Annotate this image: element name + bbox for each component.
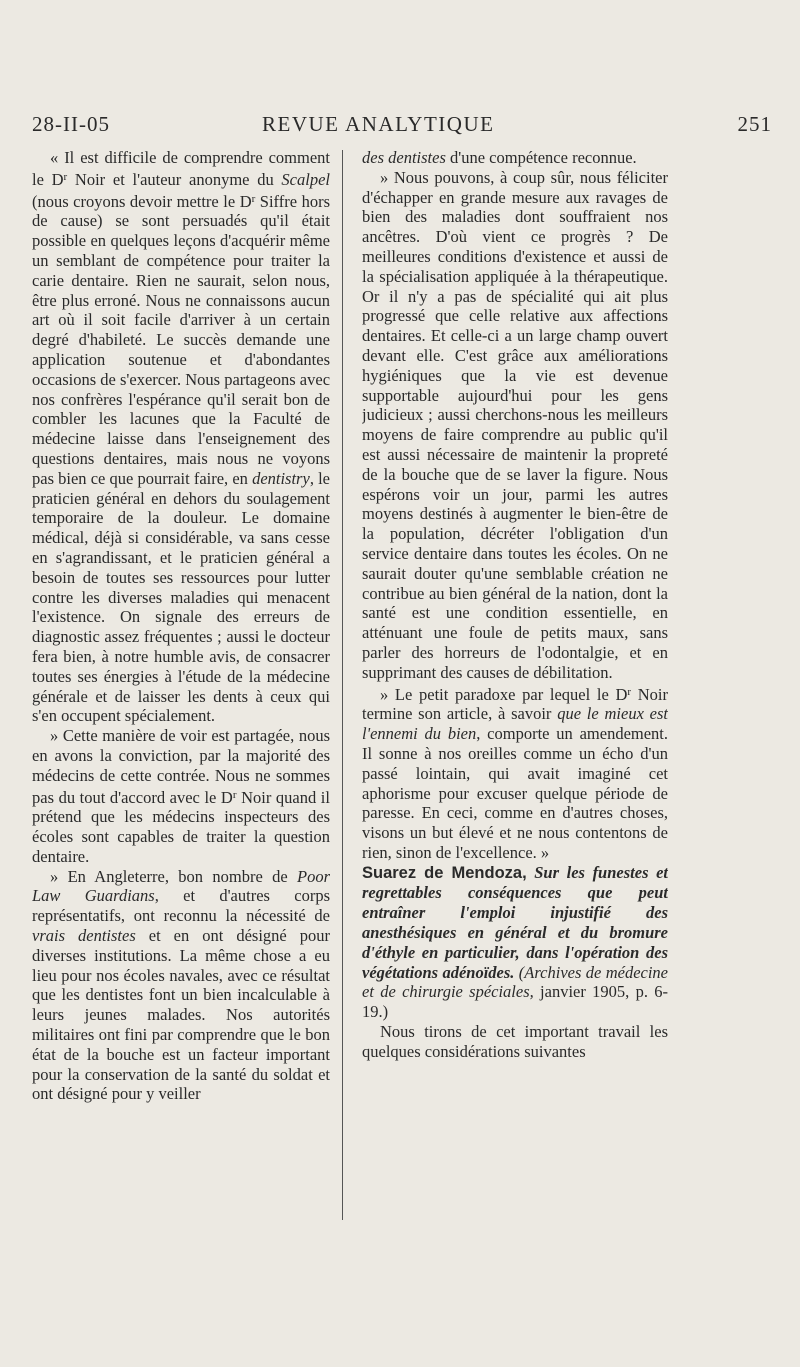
heading-author: Suarez de Mendoza, <box>362 863 527 882</box>
term-poor-law: Poor Law Guardians <box>32 866 330 906</box>
paragraph: des dentistes d'une compétence reconnue. <box>362 148 637 167</box>
paragraph: « Il est difficile de comprendre comment le $D^r$ Noir et l'auteur anonyme du Scalpel (nous croyons devoir mettre le $D^r$ Siffre hors de cause) se sont persuadés qu'il était possible en quelques leçons d'acquérir même un semblant de compétence pour traiter la carie dentaire. Rien ne saurait, selon nous, être plus erroné. Nous ne connaissons aucun art où il soit facile d'arriver à un certain degré d'habileté. Le succès demande une application soutenue et d'abondantes occasions de s'exercer. Nous partageons avec nos confrères l'espérance qu'il serait bon de combler les lacunes que la Faculté de médecine laisse dans l'enseignement des questions dentaires, mais nous ne voyons pas bien ce que pourrait faire, en dentistry, le praticien général en dehors du soulagement temporaire de la douleur. Le domaine médical, déjà si considérable, va sans cesse en s'agrandissant, et le praticien général a besoin de toutes ses ressources pour lutter contre les diverses maladies qui menacent l'existence. On signale des erreurs de diagnostic assez fréquentes ; aussi le docteur fera bien, à notre humble avis, de consacrer toutes ses énergies à l'étude de la médecine générale et de laisser les dents à ceux qui s'en occupent spécialement. <box>32 148 330 726</box>
paragraph: » Cette manière de voir est partagée, nous en avons la conviction, par la majorité des médecins de cette contrée. Nous ne sommes pas du tout d'accord avec le $D^r$ Noir quand il prétend que les médecins inspecteurs des écoles sont capables de traiter la question dentaire. <box>32 726 330 866</box>
issue-date: 28-II-05 <box>32 112 110 136</box>
paragraph: » Le petit paradoxe par lequel le $D^r$ Noir termine son article, à savoir que le mieux est l'ennemi du bien, comporte un amendement. Il sonne à nos oreilles comme un écho d'un passé lointain, qui avait imaginé cet aphorisme pour excuser quelque période de paresse. En ceci, comme en d'autres choses, visons un but élevé et ne nous contentons de rien, sinon de l'excellence. » <box>362 684 668 862</box>
heading-date: janvier 1905, p. 6-19.) <box>362 982 668 1022</box>
heading-source: (Archives de médecine et de chirurgie spéciales, <box>362 962 668 1002</box>
paragraph: Nous tirons de cet important travail les quelques considérations suivantes <box>362 1022 668 1061</box>
journal-title: REVUE ANALYTIQUE <box>262 112 495 136</box>
article-heading <box>362 863 668 1022</box>
page-number: 251 <box>737 112 772 136</box>
column-divider <box>342 150 343 1220</box>
paragraph: » Nous pouvons, à coup sûr, nous féliciter d'échapper en grande mesure aux ravages de bien des maladies dont souffraient nos ancêtres. D'où vient ce progrès ? De meilleures conditions d'existence et aussi de la spécialisation appliquée à la thérapeutique. Or il n'y a pas de spécialité qui ait plus progressé que celle relative aux affections dentaires. Et celle-ci a un large champ ouvert devant elle. C'est grâce aux améliorations hygiéniques que la vie est devenue supportable aujourd'hui pour les gens judicieux ; aussi cherchons-nous les meilleurs moyens de faire comprendre au public qu'il est aussi nécessaire de maintenir la propreté de la bouche que de se laver la figure. Nous espérons voir un jour, parmi les autres moyens destinés à augmenter le bien-être de la population, décréter l'obligation d'un service dentaire dans toutes les écoles. On ne saurait douter qu'une semblable création ne contribue au bien général de la nation, dont la santé est une condition essentielle, en atténuant une foule de petits maux, sans parler des horreurs de l'odontalgie, et en supprimant des causes de débilitation. <box>362 167 668 682</box>
running-header <box>32 112 772 144</box>
term-dentistry: dentistry <box>252 468 310 488</box>
paragraph: » En Angleterre, bon nombre de Poor Law Guardians, et d'autres corps représentatifs, ont reconnu la nécessité de vrais dentistes et en ont désigné pour diverses institutions. La même chose a eu lieu pour nos écoles navales, avec ce résultat que les dentistes font un bien incalculable à leurs jeunes malades. Nos autorités militaires ont fini par comprendre que le bon état de la bouche est un facteur important pour la conservation de la santé du soldat et ont désigné pour y veiller <box>32 866 330 1104</box>
heading-title: Sur les funestes et regrettables conséquences que peut entraîner l'emploi injustifié des anesthésiques en général et du bromure d'éthyle en particulier, dans l'opération des végétations adénoïdes. <box>362 862 668 982</box>
quoted-aphorism: que le mieux est l'ennemi du bien <box>362 704 668 744</box>
right-column <box>362 148 668 1228</box>
journal-name-scalpel: Scalpel <box>281 169 330 189</box>
term-vrais-dentistes: vrais dentistes <box>32 926 136 946</box>
left-column <box>32 148 330 1228</box>
